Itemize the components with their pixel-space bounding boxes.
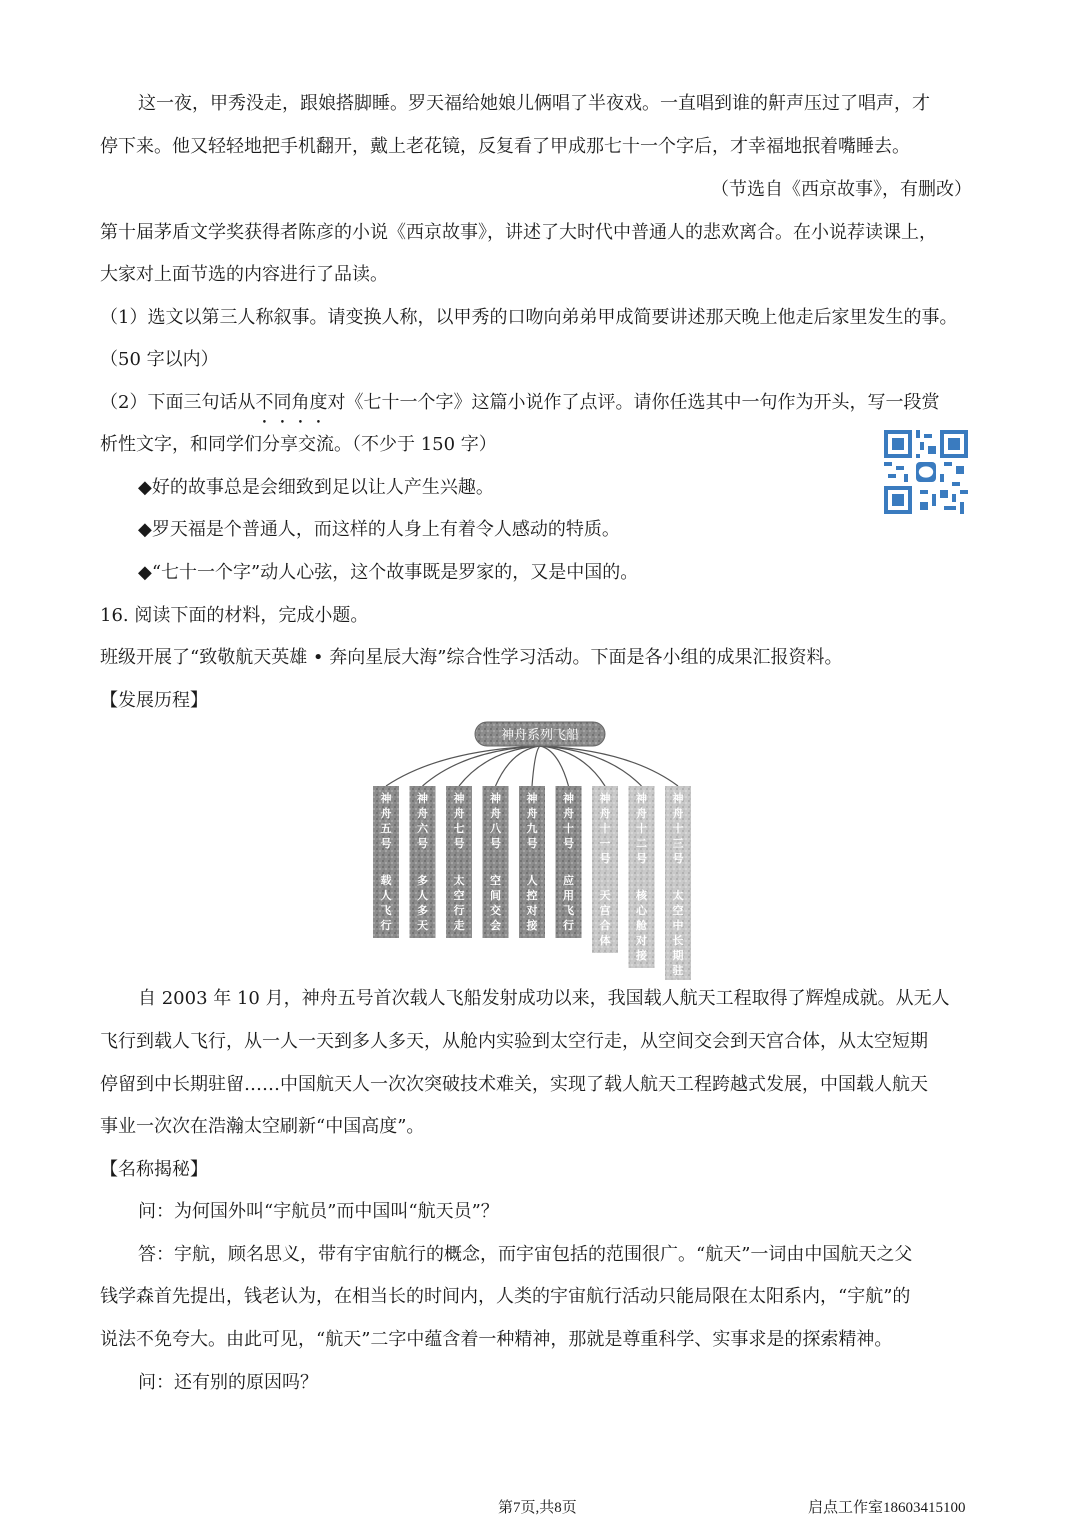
diagram-branch: [665, 786, 691, 980]
section-heading-name: 【名称揭秘】: [100, 1159, 208, 1180]
history-paragraph-line: 停留到中长期驻留……中国航天人一次次突破技术难关，实现了载人航天工程跨越式发展，中国载人航天: [100, 1074, 928, 1095]
bullet-item: ◆好的故事总是会细致到足以让人产生兴趣。: [138, 477, 494, 498]
diagram-connector: [496, 746, 541, 786]
question-2-suffix: 对《七十一个字》这篇小说作了点评。请你任选其中一句作为开头，写一段赏: [327, 392, 940, 413]
diagram-branch-name: 神舟十二号: [636, 792, 647, 865]
emphasis-char: 度: [309, 392, 328, 413]
diagram-branch-desc: 天宫合体: [599, 889, 611, 947]
diagram-branch-name: 神舟十号: [563, 792, 574, 850]
diagram-branch-desc: 人控对接: [526, 874, 538, 932]
question-2-line: 析性文字，和同学们分享交流。（不少于 150 字）: [100, 434, 497, 455]
emphasis-char: 角: [291, 392, 310, 413]
diagram-branch: [519, 786, 545, 938]
emphasis-char: 不: [255, 392, 274, 413]
task-intro-line: 大家对上面节选的内容进行了品读。: [100, 264, 388, 285]
diagram-root-label: 神舟系列飞船: [500, 728, 580, 743]
diagram-branch-desc: 应用飞行: [563, 874, 574, 932]
task-16-intro: 班级开展了“致敬航天英雄 • 奔向星辰大海”综合性学习活动。下面是各小组的成果汇报资料。: [100, 647, 843, 668]
diagram-branch-desc: 多人多天: [417, 874, 428, 932]
diagram-branch-name: 神舟九号: [526, 792, 538, 850]
diagram-branch: [629, 786, 655, 968]
qa-line: 问：还有别的原因吗？: [138, 1372, 318, 1393]
diagram-branch-desc: 载人飞行: [380, 874, 392, 932]
story-paragraph-line: 停下来。他又轻轻地把手机翻开，戴上老花镜，反复看了甲成那七十一个字后，才幸福地抿着嘴睡去。: [100, 136, 910, 157]
bullet-item: ◆“七十一个字”动人心弦，这个故事既是罗家的，又是中国的。: [138, 562, 639, 583]
question-2-line: [100, 389, 980, 417]
page-number: 第7页,共8页: [498, 1500, 577, 1516]
qa-line: 答：宇航，顾名思义，带有宇宙航行的概念，而宇宙包括的范围很广。“航天”一词由中国航天之父: [138, 1244, 913, 1265]
diagram-branch: [483, 786, 509, 938]
question-2-prefix: （2）下面三句话从: [100, 392, 256, 413]
history-paragraph-line: 事业一次次在浩瀚太空刷新“中国高度”。: [100, 1116, 425, 1137]
section-heading-history: 【发展历程】: [100, 690, 208, 711]
qr-code-icon: [884, 430, 968, 514]
diagram-branch-desc: 太空中长期驻: [672, 889, 684, 977]
diagram-connector: [532, 746, 540, 786]
task-16-title: 16. 阅读下面的材料，完成小题。: [100, 605, 369, 626]
shenzhou-diagram: [340, 716, 740, 980]
diagram-branch-name: 神舟十一号: [599, 792, 611, 865]
diagram-branch: [446, 786, 472, 938]
diagram-connector: [459, 746, 540, 786]
diagram-branch-desc: 核心舱对接: [636, 889, 647, 962]
task-intro-line: 第十届茅盾文学奖获得者陈彦的小说《西京故事》，讲述了大时代中普通人的悲欢离合。在小说荐读课上，: [100, 222, 937, 243]
diagram-branch-name: 神舟五号: [380, 792, 392, 850]
history-paragraph-line: 飞行到载人飞行，从一人一天到多人多天，从舱内实验到太空行走，从空间交会到天宫合体，从太空短期: [100, 1031, 928, 1052]
diagram-branch-desc: 太空行走: [453, 874, 465, 932]
diagram-branch-name: 神舟七号: [453, 792, 465, 850]
emphasis-char: 同: [273, 392, 292, 413]
diagram-branch: [592, 786, 618, 953]
qa-line: 说法不免夸大。由此可见，“航天”二字中蕴含着一种精神，那就是尊重科学、实事求是的探索精神。: [100, 1329, 893, 1350]
diagram-branch: [410, 786, 436, 938]
history-paragraph-line: 自 2003 年 10 月，神舟五号首次载人飞船发射成功以来，我国载人航天工程取得了辉煌成就。从无人: [138, 988, 950, 1009]
question-1-line: （1）选文以第三人称叙事。请变换人称，以甲秀的口吻向弟弟甲成简要讲述那天晚上他走后家里发生的事。: [100, 307, 958, 328]
question-1-limit: （50 字以内）: [100, 349, 219, 370]
qa-line: 钱学森首先提出，钱老认为，在相当长的时间内，人类的宇宙航行活动只能局限在太阳系内，“宇航”的: [100, 1286, 911, 1307]
diagram-branch: [556, 786, 582, 938]
diagram-branch-name: 神舟十三号: [672, 792, 684, 865]
diagram-connector: [386, 746, 540, 786]
qa-line: 问：为何国外叫“宇航员”而中国叫“航天员”？: [138, 1201, 499, 1222]
story-paragraph-line: 这一夜，甲秀没走，跟娘搭脚睡。罗天福给她娘儿俩唱了半夜戏。一直唱到谁的鼾声压过了唱声，才: [138, 93, 930, 114]
diagram-branch-name: 神舟六号: [417, 792, 428, 850]
diagram-branch-desc: 空间交会: [490, 874, 501, 932]
source-citation: （节选自《西京故事》，有删改）: [711, 179, 972, 200]
diagram-branch: [373, 786, 399, 938]
diagram-branch-name: 神舟八号: [490, 792, 501, 850]
studio-contact: 启点工作室18603415100: [808, 1500, 966, 1516]
bullet-item: ◆罗天福是个普通人，而这样的人身上有着令人感动的特质。: [138, 519, 620, 540]
